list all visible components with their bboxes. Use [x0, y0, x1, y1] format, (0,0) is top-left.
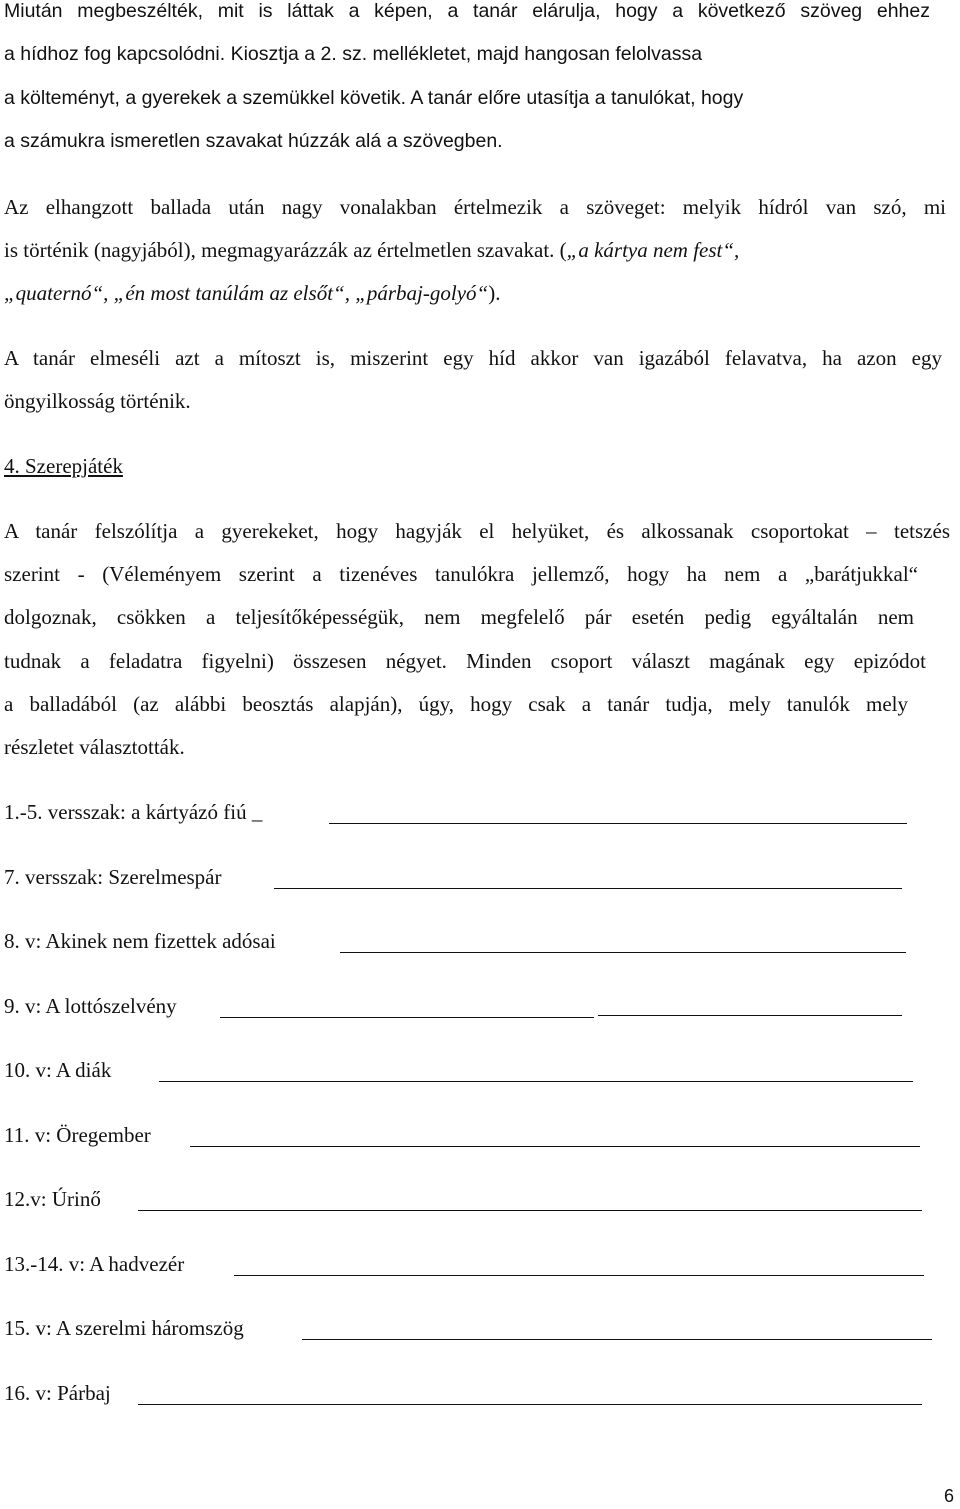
- episode-label: 9. v: A lottószelvény: [4, 994, 177, 1018]
- intro-line: Miután megbeszélték, mit is láttak a képen, a tanár elárulja, hogy a következő szöveg ehhez: [4, 0, 930, 22]
- episode-label: 15. v: A szerelmi háromszög: [4, 1316, 244, 1340]
- episode-row: [4, 929, 276, 954]
- ballad-quoted-words: „quaternó“, „én most tanúlám az elsőt“, „párbaj-golyó“: [4, 281, 489, 305]
- ballad-paragraph-line: Az elhangzott ballada után nagy vonalakban értelmezik a szöveget: melyik hídról van szó, mi: [4, 195, 946, 219]
- episode-row: [4, 865, 222, 890]
- episode-label: 7. versszak: Szerelmespár: [4, 865, 222, 889]
- episode-label: 8. v: Akinek nem fizettek adósai: [4, 929, 276, 953]
- answer-blank-line[interactable]: [159, 1081, 913, 1082]
- roleplay-paragraph-line: A tanár felszólítja a gyerekeket, hogy hagyják el helyüket, és alkossanak csoportokat – tetszés: [4, 519, 950, 543]
- roleplay-paragraph-line: szerint - (Véleményem szerint a tizenéves tanulókra jellemző, hogy ha nem a „barátjukkal“: [4, 562, 918, 586]
- myth-paragraph-line: A tanár elmeséli azt a mítoszt is, miszerint egy híd akkor van igazából felavatva, ha azon egy: [4, 346, 942, 370]
- ballad-paragraph-line: [4, 281, 500, 306]
- episode-label: 12.v: Úrinő: [4, 1187, 101, 1211]
- intro-line: a költeményt, a gyerekek a szemükkel követik. A tanár előre utasítja a tanulókat, hogy: [4, 87, 744, 109]
- roleplay-paragraph-line: tudnak a feladatra figyelni) összesen négyet. Minden csoport választ magának egy epizódot: [4, 649, 926, 673]
- episode-row: [4, 1187, 101, 1212]
- episode-row: [4, 1316, 244, 1341]
- intro-line: a számukra ismeretlen szavakat húzzák alá a szövegben.: [4, 130, 503, 152]
- answer-blank-line[interactable]: [329, 823, 907, 824]
- myth-paragraph-line: öngyilkosság történik.: [4, 389, 191, 413]
- answer-blank-line[interactable]: [220, 1017, 594, 1018]
- intro-line: a hídhoz fog kapcsolódni. Kiosztja a 2. sz. mellékletet, majd hangosan felolvassa: [4, 43, 703, 65]
- episode-row: [4, 1381, 111, 1406]
- answer-blank-line[interactable]: [138, 1404, 922, 1405]
- answer-blank-line[interactable]: [274, 888, 902, 889]
- episode-row: [4, 800, 262, 825]
- answer-blank-line[interactable]: [302, 1339, 932, 1340]
- ballad-paragraph-line: [4, 238, 739, 263]
- episode-row: [4, 1123, 151, 1148]
- answer-blank-line[interactable]: [234, 1275, 924, 1276]
- episode-row: [4, 1058, 111, 1083]
- answer-blank-line[interactable]: [340, 952, 906, 953]
- section-heading: 4. Szerepjáték: [4, 454, 123, 478]
- page-number: 6: [943, 1486, 954, 1506]
- episode-row: [4, 994, 177, 1019]
- roleplay-paragraph-line: dolgoznak, csökken a teljesítőképességük, nem megfelelő pár esetén pedig egyáltalán nem: [4, 605, 914, 629]
- episode-label: 10. v: A diák: [4, 1058, 112, 1082]
- answer-blank-line[interactable]: [190, 1146, 920, 1147]
- roleplay-paragraph-line: részletet választották.: [4, 735, 185, 759]
- episode-row: [4, 1252, 184, 1277]
- episode-label: 11. v: Öregember: [4, 1123, 151, 1147]
- episode-label: 13.-14. v: A hadvezér: [4, 1252, 185, 1276]
- answer-blank-line[interactable]: [598, 1015, 902, 1016]
- ballad-quoted-words: „a kártya nem fest“,: [566, 238, 740, 262]
- episode-label: 1.-5. versszak: a kártyázó fiú _: [4, 800, 263, 824]
- ballad-plain-text: is történik (nagyjából), megmagyarázzák az értelmetlen szavakat. (: [4, 238, 567, 262]
- episode-label: 16. v: Párbaj: [4, 1381, 111, 1405]
- answer-blank-line[interactable]: [138, 1210, 922, 1211]
- roleplay-paragraph-line: a balladából (az alábbi beosztás alapján), úgy, hogy csak a tanár tudja, mely tanulók mely: [4, 692, 908, 716]
- ballad-plain-text: ).: [488, 281, 501, 305]
